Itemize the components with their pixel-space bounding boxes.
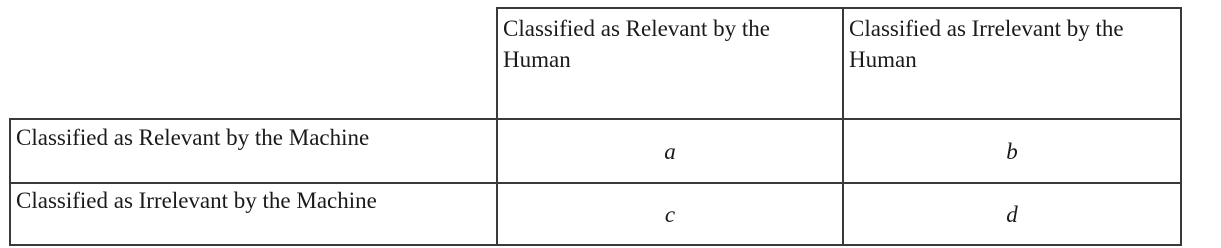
table-cell-c: c [664, 201, 676, 227]
column-header-relevant-human: Classified as Relevant by the Human [503, 16, 770, 72]
table-border-right [1180, 7, 1182, 246]
table-border-col2 [842, 7, 844, 246]
column-header-irrelevant-human: Classified as Irrelevant by the Human [849, 16, 1124, 72]
table-border-bottom [9, 244, 1182, 246]
table-cell-b: b [1006, 139, 1018, 164]
table-border-left [9, 118, 11, 246]
table-border-middle [9, 182, 1182, 184]
row-header-relevant-machine: Classified as Relevant by the Machine [16, 125, 370, 150]
row-header-irrelevant-machine: Classified as Irrelevant by the Machine [16, 188, 377, 213]
table-cell-d: d [1006, 201, 1018, 227]
table-cell-a: a [664, 139, 676, 164]
table-border-top [496, 7, 1182, 9]
table-border-header [9, 118, 1182, 120]
table-border-col1 [496, 7, 498, 246]
